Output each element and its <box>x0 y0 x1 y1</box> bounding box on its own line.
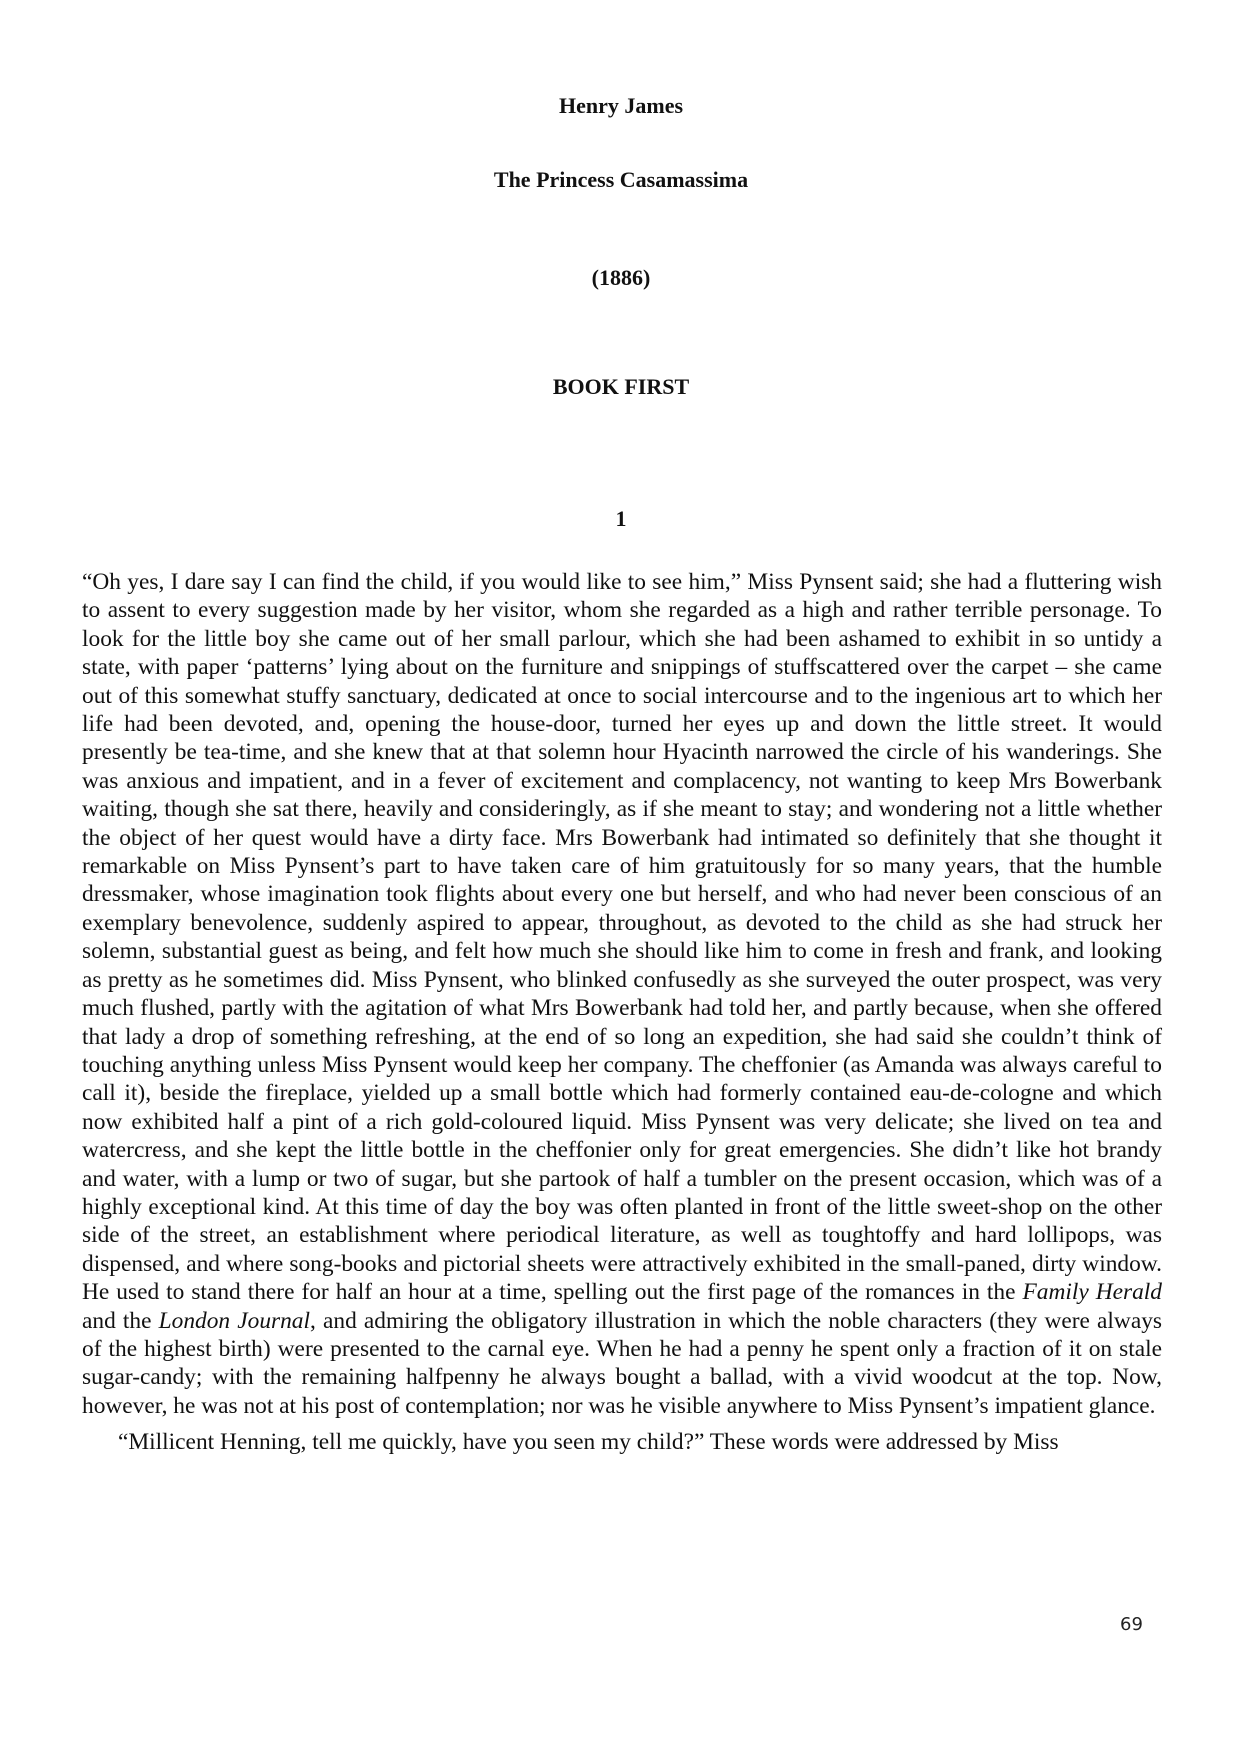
book-part-heading: BOOK FIRST <box>552 374 690 399</box>
book-title-heading: The Princess Casamassima <box>493 167 749 192</box>
paragraph-2-run-1: “Millicent Henning, tell me quickly, have you seen my child?” These words were addressed by Miss <box>118 1429 1059 1456</box>
chapter-number-heading: 1 <box>615 506 627 531</box>
page-number: 69 <box>1120 1614 1143 1635</box>
paragraph-2 <box>82 1428 1162 1456</box>
periodical-title-family-herald: Family Herald <box>1022 1279 1162 1306</box>
paragraph-1-run-3: and the <box>82 1307 159 1334</box>
paragraph-1-run-5: , and admiring the obligatory illustration in which the noble characters (they were always of the highest birth) were presented to the carnal eye. When he had a penny he spent only a fraction of it on stale sugar-candy; with the remaining halfpenny he always bought a ballad, with a vivid woodcut at the top. Now, however, he was not at his post of contemplation; nor was he visible anywhere to Miss Pynsent’s impatient glance. <box>82 1307 1162 1419</box>
author-heading: Henry James <box>558 93 684 118</box>
chapter-body-text <box>82 568 1162 1457</box>
paragraph-1-run-1: “Oh yes, I dare say I can find the child, if you would like to see him,” Miss Pynsent said; she had a fluttering wish to assent to every suggestion made by her visitor, whom she regarded as a high and rather terrible personage. To look for the little boy she came out of her small parlour, which she had been ashamed to exhibit in so untidy a state, with paper ‘patterns’ lying about on the furniture and snippings of stuffscattered over the carpet – she came out of this somewhat stuffy sanctuary, dedicated at once to social intercourse and to the ingenious art to which her life had been devoted, and, opening the house-door, turned her eyes up and down the little street. It would presently be tea-time, and she knew that at that solemn hour Hyacinth narrowed the circle of his wanderings. She was anxious and impatient, and in a fever of excitement and complacency, not wanting to keep Mrs Bowerbank waiting, though she sat there, heavily and consideringly, as if she meant to stay; and wondering not a little whether the object of her quest would have a dirty face. Mrs Bowerbank had intimated so definitely that she thought it remarkable on Miss Pynsent’s part to have taken care of him gratuitously for so many years, that the humble dressmaker, whose imagination took flights about every one but herself, and who had never been conscious of an exemplary benevolence, suddenly aspired to appear, throughout, as devoted to the child as she had struck her solemn, substantial guest as being, and felt how much she should like him to come in fresh and frank, and looking as pretty as he sometimes did. Miss Pynsent, who blinked confusedly as she surveyed the outer prospect, was very much flushed, partly with the agitation of what Mrs Bowerbank had told her, and partly because, when she offered that lady a drop of something refreshing, at the end of so long an expedition, she had said she couldn’t think of touching anything unless Miss Pynsent would keep her company. The cheffonier (as Amanda was always careful to call it), beside the fireplace, yielded up a small bottle which had formerly contained eau-de-cologne and which now exhibited half a pint of a rich gold-coloured liquid. Miss Pynsent was very delicate; she lived on tea and watercress, and she kept the little bottle in the cheffonier only for great emergencies. She didn’t like hot brandy and water, with a lump or two of sugar, but she partook of half a tumbler on the present occasion, which was of a highly exceptional kind. At this time of day the boy was often planted in front of the little sweet-shop on the other side of the street, an establishment where periodical literature, as well as toughtoffy and hard lollipops, was dispensed, and where song-books and pictorial sheets were attractively exhibited in the small-paned, dirty window. He used to stand there for half an hour at a time, spelling out the first page of the romances in the <box>82 569 1162 1306</box>
periodical-title-london-journal: London Journal <box>158 1307 311 1334</box>
publication-year-heading: (1886) <box>591 265 651 290</box>
paragraph-1 <box>82 568 1162 1420</box>
